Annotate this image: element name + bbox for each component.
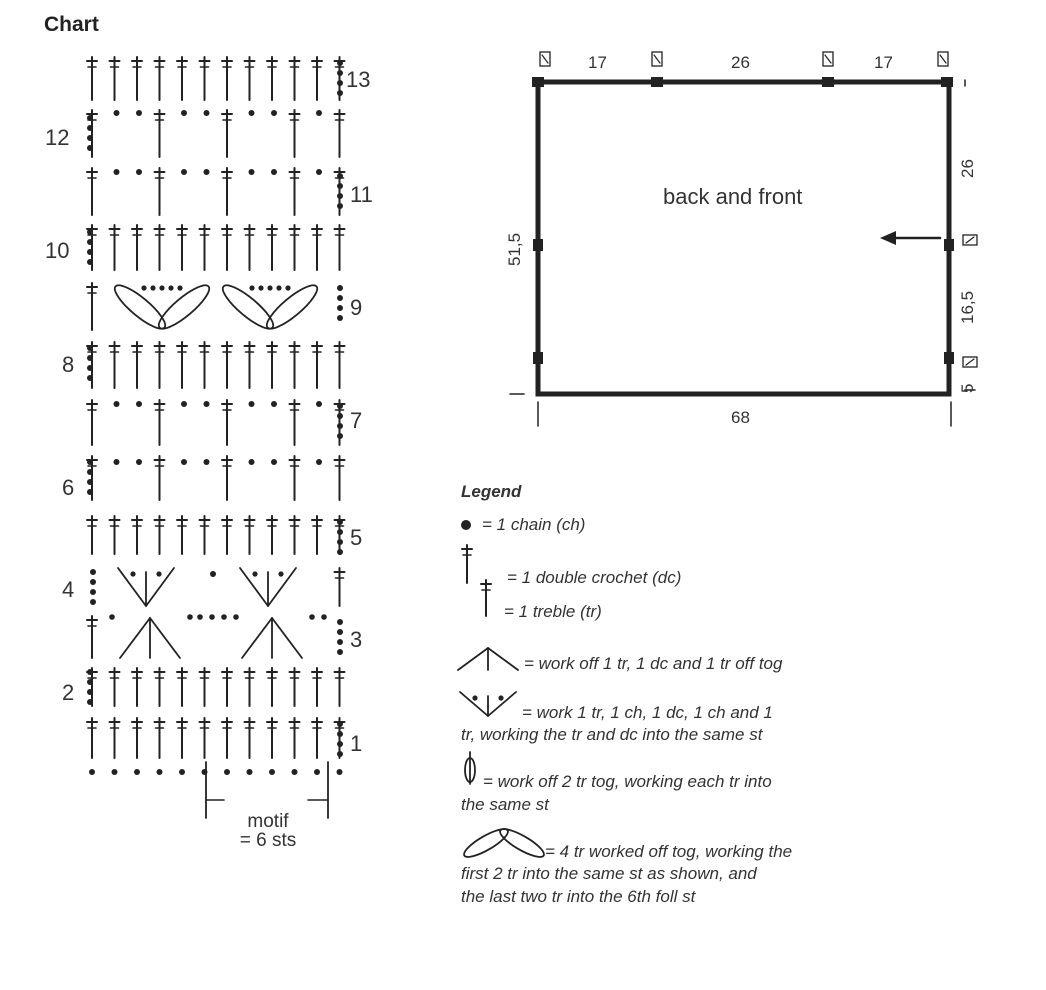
row12-chain [316,110,322,116]
row-number-7: 7 [350,408,363,433]
shell-right-leg [488,692,516,716]
legend-title: Legend [461,482,522,501]
row-number-9: 9 [350,295,363,320]
row-number-2: 2 [62,680,75,705]
dec-right-leg [150,618,180,658]
boxed-2-glyph [825,55,831,63]
dim-left-length: 51,5 [505,232,524,266]
row5-treble-4 [155,516,165,554]
foundation-chain [112,769,118,775]
foundation-chain [224,769,230,775]
row-number-6: 6 [62,475,75,500]
row8-turning-chain [87,375,93,381]
leaf-right [497,824,547,861]
row3-chain [309,614,315,620]
row10-treble-3 [132,225,142,270]
row9-chain [258,285,263,290]
row11-turning-chain [337,203,343,209]
foundation-chain [179,769,185,775]
row10-treble-9 [267,225,277,270]
row8-treble-8 [245,342,255,388]
row3-chain [233,614,239,620]
row9-treble-start [87,283,97,330]
foundation-chain [269,769,275,775]
row3-turning-chain [337,619,343,625]
row13-treble-9 [267,57,277,100]
row9-chain [150,285,155,290]
seam-marker [532,77,544,87]
row11-treble [87,168,97,215]
row13-treble-7 [222,57,232,100]
row9-chain [267,285,272,290]
row6-chain [316,459,322,465]
legend-tr-text: = 1 treble (tr) [504,602,602,621]
row12-treble [155,110,165,157]
row3-chain [197,614,203,620]
legend-4tr-text-3: the last two tr into the 6th foll st [461,887,696,906]
row6-treble [155,456,165,500]
row8-treble-6 [200,342,210,388]
row4-chain [210,571,216,577]
row2-treble-10 [290,668,300,706]
foundation-chain [157,769,163,775]
legend-cluster-icon [465,752,475,784]
shell-chain [278,571,283,576]
row10-treble-8 [245,225,255,270]
row1-treble-3 [132,718,142,758]
row5-treble-11 [312,516,322,554]
legend-chain-text: = 1 chain (ch) [482,515,586,534]
foundation-chain [247,769,253,775]
row1-treble-9 [267,718,277,758]
boxed-2-glyph [940,55,946,63]
boxed-2-glyph [542,55,548,63]
row10-treble-10 [290,225,300,270]
row12-chain [136,110,142,116]
row7-turning-chain [337,413,343,419]
row13-treble-11 [312,57,322,100]
legend-shell-text-2: tr, working the tr and dc into the same st [461,725,763,744]
row6-chain [271,459,277,465]
row13-turning-chain [337,60,343,66]
row10-turning-chain [87,229,93,235]
motif-label-line1: motif [247,811,289,832]
row4-shell [240,568,296,606]
row11-turning-chain [337,193,343,199]
foundation-chain [292,769,298,775]
foundation-chain [337,769,343,775]
row3-chain [109,614,115,620]
row2-treble-5 [177,668,187,706]
row13-turning-chain [337,80,343,86]
row10-treble-2 [110,225,120,270]
row2-treble-4 [155,668,165,706]
foundation-chain [314,769,320,775]
row4-turning-chain [90,569,96,575]
row2-treble-7 [222,668,232,706]
legend-shell-text-1: = work 1 tr, 1 ch, 1 dc, 1 ch and 1 [522,703,773,722]
row7-chain [271,401,277,407]
row6-chain [249,459,255,465]
row-number-1: 1 [350,731,363,756]
row8-treble-10 [290,342,300,388]
legend-dc-icon [462,545,472,583]
row5-treble-2 [110,516,120,554]
row-number-11: 11 [350,182,373,207]
seam-marker [944,239,954,251]
row11-chain [204,169,210,175]
row10-treble-11 [312,225,322,270]
row12-treble [222,110,232,157]
dec-left-leg [120,618,150,658]
row1-treble-4 [155,718,165,758]
row13-treble-4 [155,57,165,100]
legend-decrease-icon [458,648,518,670]
row9-chain [141,285,146,290]
seam-marker [533,352,543,364]
row8-turning-chain [87,345,93,351]
row6-turning-chain [87,489,93,495]
row4-turning-chain [90,589,96,595]
row8-turning-chain [87,355,93,361]
row7-chain [136,401,142,407]
row10-turning-chain [87,239,93,245]
row2-treble-9 [267,668,277,706]
row3-chain [187,614,193,620]
row9-chain [249,285,254,290]
row11-treble [290,168,300,215]
row6-treble [335,456,345,500]
row7-chain [316,401,322,407]
row10-treble-4 [155,225,165,270]
row7-chain [181,401,187,407]
row5-turning-chain [337,529,343,535]
legend-chain-icon [461,520,471,530]
row9-chain [276,285,281,290]
row6-turning-chain [87,459,93,465]
row10-treble-12 [335,225,345,270]
row1-turning-chain [337,731,343,737]
row2-treble-2 [110,668,120,706]
row7-treble [222,400,232,445]
row5-treble-9 [267,516,277,554]
row2-turning-chain [87,689,93,695]
row5-treble-3 [132,516,142,554]
row3-turning-chain [337,639,343,645]
row1-turning-chain [337,751,343,757]
row6-treble [290,456,300,500]
legend-dc-text: = 1 double crochet (dc) [507,568,682,587]
row6-chain [181,459,187,465]
row9-turning-chain [337,285,343,291]
dim-right-middle: 16,5 [958,290,977,324]
row3-chain [209,614,215,620]
dim-top-left: 17 [588,53,607,72]
row4-turning-chain [90,579,96,585]
row12-turning-chain [87,145,93,151]
row2-treble-8 [245,668,255,706]
row11-chain [271,169,277,175]
row3-treble-start [87,616,97,658]
foundation-chain [134,769,140,775]
row6-chain [136,459,142,465]
row7-chain [114,401,120,407]
row8-treble-4 [155,342,165,388]
row11-chain [136,169,142,175]
row7-chain [204,401,210,407]
row6-treble [222,456,232,500]
row6-turning-chain [87,469,93,475]
row3-decrease [120,618,180,658]
dec-right-leg [488,648,518,670]
row12-turning-chain [87,115,93,121]
legend-cluster-text-2: the same st [461,795,549,814]
row13-turning-chain [337,90,343,96]
row12-chain [204,110,210,116]
row5-turning-chain [337,519,343,525]
shell-chain [130,571,135,576]
legend-cluster-text-1: = work off 2 tr tog, working each tr into [483,772,772,791]
row7-turning-chain [337,423,343,429]
direction-arrow-head [880,231,896,245]
row3-turning-chain [337,629,343,635]
row9-chain [168,285,173,290]
row4-turning-chain [90,599,96,605]
foundation-chain [89,769,95,775]
row3-chain [321,614,327,620]
row11-chain [249,169,255,175]
motif-label [228,812,308,850]
seam-marker [533,239,543,251]
row11-treble [222,168,232,215]
row12-chain [114,110,120,116]
row1-treble-2 [110,718,120,758]
row13-treble-3 [132,57,142,100]
row1-treble-6 [200,718,210,758]
row8-treble-7 [222,342,232,388]
row5-turning-chain [337,539,343,545]
row9-chain [159,285,164,290]
row7-treble [87,400,97,445]
row2-treble-6 [200,668,210,706]
stitch-chart [87,57,518,818]
row-number-13: 13 [346,67,371,92]
row10-treble-6 [200,225,210,270]
row10-turning-chain [87,249,93,255]
row11-chain [181,169,187,175]
row13-treble-1 [87,57,97,100]
row6-chain [204,459,210,465]
row13-treble-10 [290,57,300,100]
row8-treble-11 [312,342,322,388]
row3-turning-chain [337,649,343,655]
row1-treble-5 [177,718,187,758]
row8-treble-3 [132,342,142,388]
boxed-2-glyph [654,55,660,63]
row6-chain [114,459,120,465]
row7-chain [249,401,255,407]
row7-turning-chain [337,403,343,409]
row7-treble [155,400,165,445]
row10-treble-5 [177,225,187,270]
row9-turning-chain [337,305,343,311]
shell-chain [472,695,477,700]
row13-treble-2 [110,57,120,100]
row8-treble-5 [177,342,187,388]
seam-marker [822,77,834,87]
row12-chain [271,110,277,116]
row5-treble-10 [290,516,300,554]
shell-left-leg [460,692,488,716]
row2-treble-11 [312,668,322,706]
legend-4tr-text-2: first 2 tr into the same st as shown, and [461,864,757,883]
row5-turning-chain [337,549,343,555]
row8-treble-2 [110,342,120,388]
row3-decrease [242,618,302,658]
row1-treble-7 [222,718,232,758]
row11-turning-chain [337,183,343,189]
schematic-drawing [510,52,977,426]
row3-chain [221,614,227,620]
dec-right-leg [272,618,302,658]
shell-chain [156,571,161,576]
row12-turning-chain [87,135,93,141]
row2-turning-chain [87,679,93,685]
row12-treble [335,110,345,157]
row7-treble [290,400,300,445]
row11-treble [155,168,165,215]
row12-chain [249,110,255,116]
boxed-2-glyph [966,359,974,365]
dim-right-upper: 26 [958,159,977,178]
row2-turning-chain [87,669,93,675]
row1-treble-1 [87,718,97,758]
row12-chain [181,110,187,116]
leaf-left [461,824,511,861]
row12-treble [290,110,300,157]
row8-treble-9 [267,342,277,388]
row13-turning-chain [337,70,343,76]
row10-turning-chain [87,259,93,265]
motif-label-line2: = 6 sts [239,830,297,851]
row9-turning-chain [337,295,343,301]
row12-turning-chain [87,125,93,131]
row5-treble-8 [245,516,255,554]
legend-dec3-text: = work off 1 tr, 1 dc and 1 tr off tog [524,654,783,673]
row8-turning-chain [87,365,93,371]
row13-treble-8 [245,57,255,100]
shell-chain [498,695,503,700]
chart-title: Chart [44,13,99,36]
row4-shell [118,568,174,606]
row7-turning-chain [337,433,343,439]
boxed-2-glyph [966,237,974,243]
row-number-3: 3 [350,627,363,652]
seam-marker [941,77,953,87]
row4-treble-end [335,568,345,606]
row5-treble-1 [87,516,97,554]
row11-chain [316,169,322,175]
row9-chain [285,285,290,290]
dim-top-right: 17 [874,53,893,72]
legend-shell-icon [460,692,516,716]
shell-chain [252,571,257,576]
legend-4tr-text-1: = 4 tr worked off tog, working the [545,842,793,861]
row5-treble-7 [222,516,232,554]
row-number-12: 12 [45,125,70,150]
seam-marker [944,352,954,364]
row1-treble-8 [245,718,255,758]
row-number-10: 10 [45,238,70,263]
row2-turning-chain [87,699,93,705]
row13-treble-6 [200,57,210,100]
row10-treble-7 [222,225,232,270]
dec-left-leg [242,618,272,658]
dim-bottom-width: 68 [731,408,750,427]
row11-turning-chain [337,173,343,179]
row1-turning-chain [337,721,343,727]
legend-4tr-icon [461,824,547,861]
row5-treble-5 [177,516,187,554]
row2-treble-12 [335,668,345,706]
row5-treble-6 [200,516,210,554]
legend-tr-icon [481,580,491,616]
dim-top-center: 26 [731,53,750,72]
dim-right-lower: 5 [958,383,977,393]
row9-turning-chain [337,315,343,321]
row6-turning-chain [87,479,93,485]
row1-turning-chain [337,741,343,747]
row13-treble-5 [177,57,187,100]
row1-treble-11 [312,718,322,758]
row-number-8: 8 [62,352,75,377]
row9-chain [177,285,182,290]
row-number-4: 4 [62,577,75,602]
seam-marker [651,77,663,87]
dec-left-leg [458,648,488,670]
row1-treble-10 [290,718,300,758]
row2-treble-3 [132,668,142,706]
row8-treble-12 [335,342,345,388]
row-number-5: 5 [350,525,363,550]
row11-chain [114,169,120,175]
panel-label: back and front [663,184,803,209]
